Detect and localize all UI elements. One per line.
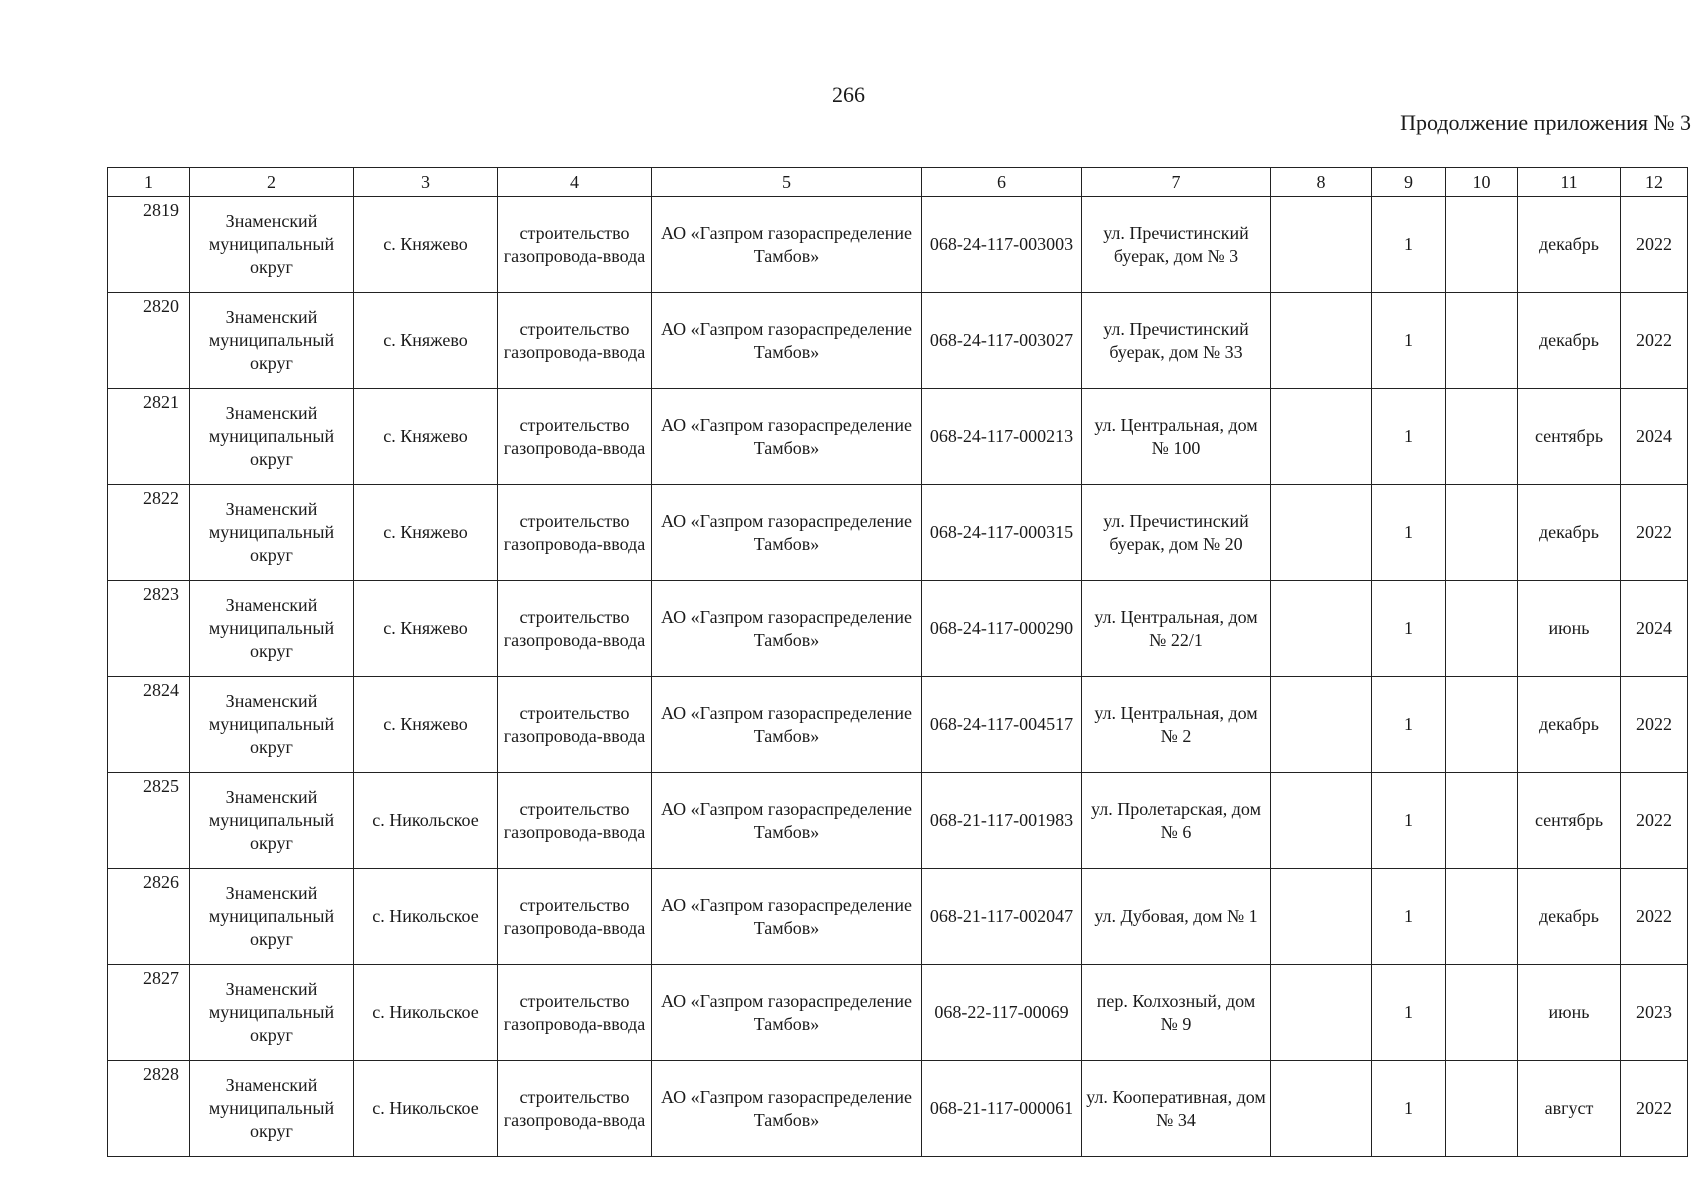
year-cell	[1621, 389, 1688, 485]
month: сентябрь	[1534, 426, 1604, 446]
settlement-cell	[354, 293, 498, 389]
address-cell	[1082, 293, 1271, 389]
organization: АО «Газпром газораспределение Тамбов»	[661, 510, 912, 554]
column-9-cell	[1372, 389, 1446, 485]
column-10-cell	[1446, 677, 1518, 773]
object-code: 068-24-117-000213	[929, 426, 1074, 446]
year-cell	[1621, 965, 1688, 1061]
year: 2022	[1636, 522, 1672, 542]
settlement: с. Никольское	[372, 810, 479, 830]
organization-cell	[652, 1061, 922, 1157]
district-cell	[190, 485, 354, 581]
organization: АО «Газпром газораспределение Тамбов»	[661, 222, 912, 266]
column-9-cell	[1372, 293, 1446, 389]
column-8-cell	[1271, 677, 1372, 773]
column-9-value: 1	[1404, 714, 1413, 734]
address: ул. Центральная, дом № 22/1	[1094, 606, 1258, 650]
address-cell	[1082, 773, 1271, 869]
column-9-cell	[1372, 773, 1446, 869]
object-code: 068-21-117-001983	[929, 810, 1074, 830]
column-header: 8	[1271, 168, 1372, 197]
settlement: с. Княжево	[383, 234, 468, 254]
district: Знаменский муниципальный округ	[208, 787, 335, 853]
column-header: 3	[354, 168, 498, 197]
settlement-cell	[354, 869, 498, 965]
row-number-cell	[108, 869, 190, 965]
work-type: строительство газопровода-ввода	[503, 414, 646, 458]
row-number-cell	[108, 197, 190, 293]
address: пер. Колхозный, дом № 9	[1096, 990, 1256, 1034]
work-type-cell	[498, 1061, 652, 1157]
work-type-cell	[498, 293, 652, 389]
row-number-cell	[108, 1061, 190, 1157]
table-row	[108, 293, 1688, 389]
column-9-cell	[1372, 485, 1446, 581]
month-cell	[1518, 869, 1621, 965]
address-cell	[1082, 869, 1271, 965]
address: ул. Центральная, дом № 100	[1094, 414, 1258, 458]
object-code-cell	[922, 581, 1082, 677]
settlement: с. Княжево	[383, 714, 468, 734]
organization: АО «Газпром газораспределение Тамбов»	[661, 894, 912, 938]
object-code-cell	[922, 1061, 1082, 1157]
year-cell	[1621, 581, 1688, 677]
object-code-cell	[922, 677, 1082, 773]
column-9-cell	[1372, 965, 1446, 1061]
column-header: 9	[1372, 168, 1446, 197]
year-cell	[1621, 485, 1688, 581]
year-cell	[1621, 869, 1688, 965]
year-cell	[1621, 293, 1688, 389]
month-cell	[1518, 197, 1621, 293]
district-cell	[190, 197, 354, 293]
column-9-value: 1	[1404, 618, 1413, 638]
month-cell	[1518, 1061, 1621, 1157]
address-cell	[1082, 581, 1271, 677]
column-9-value: 1	[1404, 426, 1413, 446]
settlement-cell	[354, 677, 498, 773]
district-cell	[190, 293, 354, 389]
work-type-cell	[498, 581, 652, 677]
month: декабрь	[1539, 234, 1599, 254]
organization-cell	[652, 581, 922, 677]
appendix-note: Продолжение приложения № 3	[1400, 110, 1691, 135]
work-type: строительство газопровода-ввода	[503, 1086, 646, 1130]
row-number-cell	[108, 389, 190, 485]
month: сентябрь	[1534, 810, 1604, 830]
district-cell	[190, 581, 354, 677]
object-code-cell	[922, 869, 1082, 965]
organization: АО «Газпром газораспределение Тамбов»	[661, 702, 912, 746]
row-number: 2821	[143, 392, 179, 412]
work-type-cell	[498, 197, 652, 293]
table-row	[108, 677, 1688, 773]
table-row	[108, 389, 1688, 485]
work-type: строительство газопровода-ввода	[503, 606, 646, 650]
organization-cell	[652, 485, 922, 581]
row-number-cell	[108, 773, 190, 869]
settlement-cell	[354, 965, 498, 1061]
column-10-cell	[1446, 581, 1518, 677]
district-cell	[190, 1061, 354, 1157]
address-cell	[1082, 965, 1271, 1061]
row-number-cell	[108, 485, 190, 581]
district-cell	[190, 869, 354, 965]
year-cell	[1621, 1061, 1688, 1157]
district: Знаменский муниципальный округ	[208, 403, 335, 469]
month: август	[1544, 1098, 1594, 1118]
column-header: 1	[108, 168, 190, 197]
work-type: строительство газопровода-ввода	[503, 318, 646, 362]
column-8-cell	[1271, 485, 1372, 581]
district-cell	[190, 389, 354, 485]
object-code-cell	[922, 773, 1082, 869]
row-number: 2828	[143, 1064, 179, 1084]
settlement-cell	[354, 389, 498, 485]
work-type-cell	[498, 677, 652, 773]
address: ул. Пречистинский буерак, дом № 20	[1103, 510, 1249, 554]
column-8-cell	[1271, 1061, 1372, 1157]
table-row	[108, 1061, 1688, 1157]
column-header: 6	[922, 168, 1082, 197]
column-10-cell	[1446, 965, 1518, 1061]
address-cell	[1082, 197, 1271, 293]
address-cell	[1082, 389, 1271, 485]
column-10-cell	[1446, 293, 1518, 389]
district-cell	[190, 773, 354, 869]
object-code: 068-24-117-003027	[929, 330, 1074, 350]
work-type: строительство газопровода-ввода	[503, 798, 646, 842]
year-cell	[1621, 677, 1688, 773]
organization-cell	[652, 773, 922, 869]
address-cell	[1082, 1061, 1271, 1157]
column-10-cell	[1446, 485, 1518, 581]
work-type: строительство газопровода-ввода	[503, 990, 646, 1034]
settlement-cell	[354, 1061, 498, 1157]
object-code-cell	[922, 485, 1082, 581]
column-8-cell	[1271, 965, 1372, 1061]
work-type-cell	[498, 485, 652, 581]
object-code-cell	[922, 965, 1082, 1061]
row-number: 2819	[143, 200, 179, 220]
month: декабрь	[1539, 714, 1599, 734]
month: декабрь	[1539, 906, 1599, 926]
row-number: 2825	[143, 776, 179, 796]
object-code: 068-24-117-000315	[929, 522, 1074, 542]
row-number-cell	[108, 293, 190, 389]
organization-cell	[652, 869, 922, 965]
district: Знаменский муниципальный округ	[208, 211, 335, 277]
organization: АО «Газпром газораспределение Тамбов»	[661, 798, 912, 842]
column-10-cell	[1446, 389, 1518, 485]
object-code: 068-21-117-000061	[929, 1098, 1074, 1118]
district: Знаменский муниципальный округ	[208, 307, 335, 373]
address-cell	[1082, 677, 1271, 773]
month: июнь	[1548, 618, 1590, 638]
year: 2022	[1636, 810, 1672, 830]
month-cell	[1518, 389, 1621, 485]
table-body	[108, 197, 1688, 1157]
row-number-cell	[108, 965, 190, 1061]
object-code: 068-24-117-003003	[929, 234, 1074, 254]
column-9-cell	[1372, 677, 1446, 773]
district: Знаменский муниципальный округ	[208, 691, 335, 757]
column-header: 11	[1518, 168, 1621, 197]
row-number-cell	[108, 677, 190, 773]
work-type: строительство газопровода-ввода	[503, 702, 646, 746]
column-8-cell	[1271, 773, 1372, 869]
settlement: с. Никольское	[372, 906, 479, 926]
settlement-cell	[354, 773, 498, 869]
organization-cell	[652, 965, 922, 1061]
table-row	[108, 965, 1688, 1061]
table-row	[108, 581, 1688, 677]
column-9-cell	[1372, 197, 1446, 293]
month-cell	[1518, 773, 1621, 869]
district: Знаменский муниципальный округ	[208, 499, 335, 565]
gas-connection-table	[107, 167, 1688, 1157]
column-10-cell	[1446, 1061, 1518, 1157]
address: ул. Пречистинский буерак, дом № 33	[1103, 318, 1249, 362]
district: Знаменский муниципальный округ	[208, 883, 335, 949]
row-number: 2823	[143, 584, 179, 604]
district: Знаменский муниципальный округ	[208, 595, 335, 661]
settlement-cell	[354, 485, 498, 581]
work-type-cell	[498, 869, 652, 965]
work-type: строительство газопровода-ввода	[503, 510, 646, 554]
settlement-cell	[354, 581, 498, 677]
column-9-cell	[1372, 869, 1446, 965]
work-type-cell	[498, 389, 652, 485]
row-number: 2824	[143, 680, 179, 700]
month-cell	[1518, 581, 1621, 677]
column-8-cell	[1271, 389, 1372, 485]
table-row	[108, 485, 1688, 581]
year: 2024	[1636, 618, 1672, 638]
settlement: с. Никольское	[372, 1098, 479, 1118]
month-cell	[1518, 485, 1621, 581]
year: 2024	[1636, 426, 1672, 446]
object-code-cell	[922, 389, 1082, 485]
row-number: 2827	[143, 968, 179, 988]
column-8-cell	[1271, 869, 1372, 965]
month: декабрь	[1539, 522, 1599, 542]
column-8-cell	[1271, 197, 1372, 293]
year: 2022	[1636, 906, 1672, 926]
organization: АО «Газпром газораспределение Тамбов»	[661, 414, 912, 458]
district-cell	[190, 677, 354, 773]
organization-cell	[652, 197, 922, 293]
settlement-cell	[354, 197, 498, 293]
column-number-row	[108, 168, 1688, 197]
organization: АО «Газпром газораспределение Тамбов»	[661, 606, 912, 650]
column-header: 4	[498, 168, 652, 197]
row-number: 2822	[143, 488, 179, 508]
column-header: 7	[1082, 168, 1271, 197]
year: 2022	[1636, 234, 1672, 254]
column-9-value: 1	[1404, 810, 1413, 830]
column-header: 5	[652, 168, 922, 197]
address: ул. Дубовая, дом № 1	[1094, 906, 1258, 926]
object-code-cell	[922, 197, 1082, 293]
year: 2022	[1636, 1098, 1672, 1118]
column-9-cell	[1372, 1061, 1446, 1157]
column-header: 12	[1621, 168, 1688, 197]
table-row	[108, 773, 1688, 869]
column-header: 2	[190, 168, 354, 197]
settlement: с. Княжево	[383, 330, 468, 350]
column-9-value: 1	[1404, 234, 1413, 254]
row-number: 2820	[143, 296, 179, 316]
district: Знаменский муниципальный округ	[208, 979, 335, 1045]
row-number: 2826	[143, 872, 179, 892]
month: декабрь	[1539, 330, 1599, 350]
row-number-cell	[108, 581, 190, 677]
column-10-cell	[1446, 197, 1518, 293]
month-cell	[1518, 293, 1621, 389]
district: Знаменский муниципальный округ	[208, 1075, 335, 1141]
address: ул. Пречистинский буерак, дом № 3	[1103, 222, 1249, 266]
district-cell	[190, 965, 354, 1061]
year-cell	[1621, 773, 1688, 869]
settlement: с. Княжево	[383, 426, 468, 446]
column-9-value: 1	[1404, 906, 1413, 926]
column-10-cell	[1446, 773, 1518, 869]
table-row	[108, 869, 1688, 965]
month: июнь	[1548, 1002, 1590, 1022]
object-code: 068-22-117-00069	[934, 1002, 1069, 1022]
month-cell	[1518, 965, 1621, 1061]
column-9-cell	[1372, 581, 1446, 677]
column-9-value: 1	[1404, 1098, 1413, 1118]
object-code: 068-21-117-002047	[929, 906, 1074, 926]
organization: АО «Газпром газораспределение Тамбов»	[661, 990, 912, 1034]
organization-cell	[652, 293, 922, 389]
year: 2022	[1636, 714, 1672, 734]
work-type-cell	[498, 773, 652, 869]
column-10-cell	[1446, 869, 1518, 965]
year-cell	[1621, 197, 1688, 293]
page-number: 266	[832, 82, 865, 107]
column-9-value: 1	[1404, 330, 1413, 350]
table-row	[108, 197, 1688, 293]
object-code: 068-24-117-000290	[929, 618, 1074, 638]
year: 2023	[1636, 1002, 1672, 1022]
object-code-cell	[922, 293, 1082, 389]
organization-cell	[652, 677, 922, 773]
column-9-value: 1	[1404, 1002, 1413, 1022]
address: ул. Центральная, дом № 2	[1094, 702, 1258, 746]
organization-cell	[652, 389, 922, 485]
work-type-cell	[498, 965, 652, 1061]
settlement: с. Никольское	[372, 1002, 479, 1022]
column-9-value: 1	[1404, 522, 1413, 542]
year: 2022	[1636, 330, 1672, 350]
address-cell	[1082, 485, 1271, 581]
settlement: с. Княжево	[383, 618, 468, 638]
address: ул. Кооперативная, дом № 34	[1086, 1086, 1266, 1130]
work-type: строительство газопровода-ввода	[503, 222, 646, 266]
organization: АО «Газпром газораспределение Тамбов»	[661, 318, 912, 362]
column-header: 10	[1446, 168, 1518, 197]
object-code: 068-24-117-004517	[929, 714, 1074, 734]
settlement: с. Княжево	[383, 522, 468, 542]
work-type: строительство газопровода-ввода	[503, 894, 646, 938]
column-8-cell	[1271, 581, 1372, 677]
month-cell	[1518, 677, 1621, 773]
organization: АО «Газпром газораспределение Тамбов»	[661, 1086, 912, 1130]
address: ул. Пролетарская, дом № 6	[1091, 798, 1261, 842]
column-8-cell	[1271, 293, 1372, 389]
